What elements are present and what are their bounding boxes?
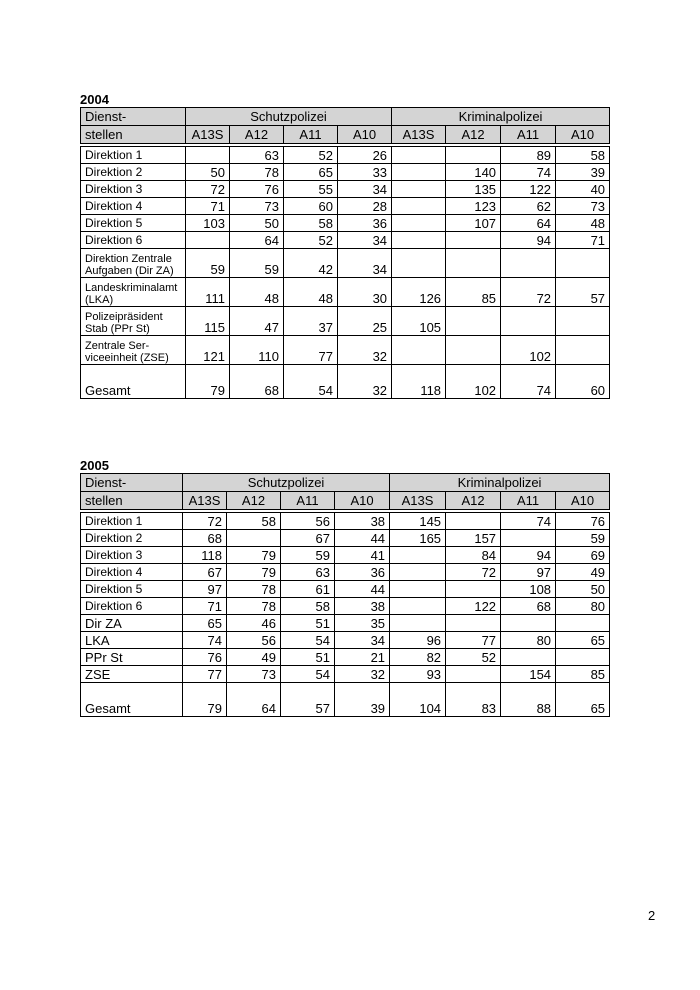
header-dienststellen-line2: stellen <box>81 126 186 144</box>
table-row <box>81 215 610 232</box>
value-cell: 65 <box>284 164 338 181</box>
row-label <box>81 666 183 683</box>
value-cell: 72 <box>186 181 230 198</box>
value-cell: 74 <box>501 164 556 181</box>
value-cell: 39 <box>556 164 610 181</box>
value-cell: 39 <box>335 683 390 717</box>
table-row <box>81 564 610 581</box>
row-label-line: Polizeipräsident <box>85 311 163 323</box>
value-cell <box>556 307 610 336</box>
row-label <box>81 215 186 232</box>
row-label <box>81 365 186 399</box>
value-cell <box>390 581 446 598</box>
value-cell: 94 <box>501 232 556 249</box>
value-cell: 34 <box>338 181 392 198</box>
value-cell: 64 <box>501 215 556 232</box>
value-cell <box>501 649 556 666</box>
value-cell: 78 <box>227 581 281 598</box>
value-cell <box>392 147 446 164</box>
row-label-line: Direktion 2 <box>85 165 143 179</box>
header-grade: A12 <box>446 492 501 510</box>
value-cell: 32 <box>338 365 392 399</box>
value-cell: 52 <box>284 147 338 164</box>
value-cell <box>446 666 501 683</box>
table-row <box>81 598 610 615</box>
row-label-line: Direktion 4 <box>85 565 143 579</box>
header-dienststellen-line1: Dienst- <box>81 474 183 492</box>
value-cell: 126 <box>392 278 446 307</box>
value-cell: 65 <box>556 683 610 717</box>
value-cell <box>390 615 446 632</box>
row-label <box>81 147 186 164</box>
value-cell <box>446 147 501 164</box>
table-row <box>81 530 610 547</box>
value-cell <box>501 307 556 336</box>
value-cell: 58 <box>284 215 338 232</box>
value-cell: 68 <box>501 598 556 615</box>
row-label-line: PPr St <box>85 649 123 665</box>
value-cell: 145 <box>390 513 446 530</box>
header-row-groups <box>81 474 610 492</box>
value-cell: 73 <box>230 198 284 215</box>
header-grade: A11 <box>501 126 556 144</box>
value-cell: 46 <box>227 615 281 632</box>
table-year-heading: 2004 <box>80 92 109 107</box>
table-row <box>81 232 610 249</box>
value-cell <box>556 336 610 365</box>
value-cell: 50 <box>230 215 284 232</box>
value-cell: 44 <box>335 581 390 598</box>
value-cell <box>556 615 610 632</box>
row-label-line: Zentrale Ser- <box>85 340 150 352</box>
table-row <box>81 513 610 530</box>
value-cell: 118 <box>392 365 446 399</box>
row-label <box>81 198 186 215</box>
table-row <box>81 632 610 649</box>
row-label <box>81 278 186 307</box>
row-label-line: Aufgaben (Dir ZA) <box>85 265 174 277</box>
data-table-2005 <box>80 473 610 717</box>
value-cell: 40 <box>556 181 610 198</box>
value-cell: 59 <box>186 249 230 278</box>
value-cell: 80 <box>556 598 610 615</box>
value-cell: 60 <box>556 365 610 399</box>
value-cell <box>501 615 556 632</box>
value-cell: 62 <box>501 198 556 215</box>
table-block-2005 <box>80 458 609 717</box>
value-cell: 118 <box>183 547 227 564</box>
row-label <box>81 513 183 530</box>
header-grade: A12 <box>230 126 284 144</box>
row-label-line: Direktion 3 <box>85 548 143 562</box>
value-cell: 123 <box>446 198 501 215</box>
row-label-line: (LKA) <box>85 294 114 306</box>
header-row-grades <box>81 126 610 144</box>
value-cell <box>390 547 446 564</box>
value-cell <box>390 598 446 615</box>
value-cell: 69 <box>556 547 610 564</box>
header-row-grades <box>81 492 610 510</box>
table-row <box>81 649 610 666</box>
value-cell: 28 <box>338 198 392 215</box>
value-cell: 36 <box>338 215 392 232</box>
value-cell: 63 <box>230 147 284 164</box>
row-label <box>81 547 183 564</box>
value-cell: 107 <box>446 215 501 232</box>
value-cell: 48 <box>556 215 610 232</box>
row-label-line: Direktion 4 <box>85 199 143 213</box>
value-cell: 165 <box>390 530 446 547</box>
row-label-line: Direktion 5 <box>85 582 143 596</box>
header-grade: A13S <box>186 126 230 144</box>
row-label-line: Stab (PPr St) <box>85 323 150 335</box>
value-cell: 56 <box>227 632 281 649</box>
value-cell: 52 <box>284 232 338 249</box>
value-cell: 122 <box>446 598 501 615</box>
value-cell: 54 <box>284 365 338 399</box>
header-grade: A11 <box>284 126 338 144</box>
row-label <box>81 581 183 598</box>
row-label-line: Gesamt <box>85 383 131 398</box>
header-grade: A13S <box>183 492 227 510</box>
table-row <box>81 198 610 215</box>
value-cell <box>556 249 610 278</box>
value-cell <box>392 181 446 198</box>
value-cell <box>392 215 446 232</box>
header-grade: A10 <box>338 126 392 144</box>
row-label <box>81 181 186 198</box>
value-cell: 74 <box>501 365 556 399</box>
header-grade: A12 <box>446 126 501 144</box>
table-row <box>81 666 610 683</box>
value-cell: 51 <box>281 615 335 632</box>
value-cell: 58 <box>227 513 281 530</box>
header-grade: A10 <box>556 492 610 510</box>
row-label-line: Direktion 1 <box>85 148 143 162</box>
header-kriminalpolizei: Kriminalpolizei <box>390 474 610 492</box>
value-cell: 111 <box>186 278 230 307</box>
value-cell: 102 <box>501 336 556 365</box>
header-dienststellen-line1: Dienst- <box>81 108 186 126</box>
value-cell <box>392 336 446 365</box>
value-cell: 79 <box>227 564 281 581</box>
row-label-line: Direktion Zentrale <box>85 253 172 265</box>
value-cell: 54 <box>281 632 335 649</box>
table-row <box>81 278 610 307</box>
value-cell <box>392 164 446 181</box>
value-cell: 59 <box>556 530 610 547</box>
value-cell: 52 <box>446 649 501 666</box>
value-cell: 44 <box>335 530 390 547</box>
value-cell: 94 <box>501 547 556 564</box>
row-label <box>81 164 186 181</box>
table-row <box>81 336 610 365</box>
value-cell <box>186 147 230 164</box>
value-cell: 140 <box>446 164 501 181</box>
value-cell: 54 <box>281 666 335 683</box>
header-schutzpolizei: Schutzpolizei <box>186 108 392 126</box>
header-grade: A13S <box>392 126 446 144</box>
value-cell: 55 <box>284 181 338 198</box>
value-cell: 76 <box>556 513 610 530</box>
page-number: 2 <box>648 908 656 923</box>
value-cell <box>392 198 446 215</box>
value-cell: 64 <box>230 232 284 249</box>
value-cell: 72 <box>501 278 556 307</box>
table-row <box>81 147 610 164</box>
value-cell: 77 <box>284 336 338 365</box>
value-cell <box>186 232 230 249</box>
value-cell: 60 <box>284 198 338 215</box>
header-grade: A12 <box>227 492 281 510</box>
header-grade: A13S <box>390 492 446 510</box>
value-cell: 49 <box>227 649 281 666</box>
row-label <box>81 615 183 632</box>
value-cell: 49 <box>556 564 610 581</box>
value-cell: 42 <box>284 249 338 278</box>
value-cell: 64 <box>227 683 281 717</box>
total-row <box>81 365 610 399</box>
header-dienststellen-line2: stellen <box>81 492 183 510</box>
value-cell <box>227 530 281 547</box>
value-cell: 78 <box>230 164 284 181</box>
row-label-line: Direktion 2 <box>85 531 143 545</box>
value-cell: 157 <box>446 530 501 547</box>
value-cell: 89 <box>501 147 556 164</box>
value-cell: 67 <box>183 564 227 581</box>
value-cell: 154 <box>501 666 556 683</box>
row-label <box>81 249 186 278</box>
value-cell: 108 <box>501 581 556 598</box>
row-label <box>81 649 183 666</box>
header-grade: A11 <box>501 492 556 510</box>
value-cell <box>446 615 501 632</box>
value-cell <box>392 249 446 278</box>
value-cell: 84 <box>446 547 501 564</box>
row-label-line: Dir ZA <box>85 615 122 631</box>
value-cell: 80 <box>501 632 556 649</box>
row-label-line: Direktion 1 <box>85 514 143 528</box>
row-label <box>81 683 183 717</box>
value-cell: 57 <box>281 683 335 717</box>
value-cell <box>446 232 501 249</box>
value-cell <box>556 649 610 666</box>
table-block-2004 <box>80 92 609 399</box>
value-cell: 37 <box>284 307 338 336</box>
row-label <box>81 232 186 249</box>
value-cell: 110 <box>230 336 284 365</box>
data-table-2004 <box>80 107 610 399</box>
table-row <box>81 249 610 278</box>
table-row <box>81 615 610 632</box>
table-row <box>81 307 610 336</box>
value-cell: 71 <box>183 598 227 615</box>
header-grade: A11 <box>281 492 335 510</box>
value-cell: 36 <box>335 564 390 581</box>
row-label-line: Gesamt <box>85 701 131 716</box>
table-row <box>81 181 610 198</box>
value-cell: 85 <box>556 666 610 683</box>
row-label <box>81 307 186 336</box>
header-grade: A10 <box>556 126 610 144</box>
value-cell: 34 <box>335 632 390 649</box>
table-row <box>81 164 610 181</box>
value-cell: 68 <box>183 530 227 547</box>
table-year-heading: 2005 <box>80 458 109 473</box>
value-cell: 65 <box>183 615 227 632</box>
table-row <box>81 547 610 564</box>
value-cell: 78 <box>227 598 281 615</box>
value-cell: 58 <box>556 147 610 164</box>
value-cell: 122 <box>501 181 556 198</box>
value-cell: 79 <box>183 683 227 717</box>
value-cell: 48 <box>230 278 284 307</box>
value-cell: 71 <box>556 232 610 249</box>
value-cell <box>446 336 501 365</box>
row-label-line: Direktion 6 <box>85 233 143 247</box>
value-cell: 77 <box>446 632 501 649</box>
value-cell: 76 <box>230 181 284 198</box>
value-cell: 34 <box>338 232 392 249</box>
total-row <box>81 683 610 717</box>
value-cell: 67 <box>281 530 335 547</box>
value-cell: 30 <box>338 278 392 307</box>
value-cell: 74 <box>183 632 227 649</box>
value-cell <box>501 530 556 547</box>
value-cell: 48 <box>284 278 338 307</box>
value-cell: 93 <box>390 666 446 683</box>
value-cell <box>446 249 501 278</box>
value-cell: 26 <box>338 147 392 164</box>
value-cell: 73 <box>227 666 281 683</box>
value-cell <box>446 513 501 530</box>
value-cell: 47 <box>230 307 284 336</box>
value-cell: 85 <box>446 278 501 307</box>
row-label-line: viceeinheit (ZSE) <box>85 352 169 364</box>
row-label-line: Direktion 6 <box>85 599 143 613</box>
value-cell: 21 <box>335 649 390 666</box>
value-cell: 68 <box>230 365 284 399</box>
value-cell: 105 <box>392 307 446 336</box>
header-grade: A10 <box>335 492 390 510</box>
header-schutzpolizei: Schutzpolizei <box>183 474 390 492</box>
value-cell: 25 <box>338 307 392 336</box>
value-cell: 61 <box>281 581 335 598</box>
value-cell: 97 <box>183 581 227 598</box>
value-cell: 76 <box>183 649 227 666</box>
value-cell: 79 <box>186 365 230 399</box>
value-cell: 79 <box>227 547 281 564</box>
row-label <box>81 530 183 547</box>
value-cell: 135 <box>446 181 501 198</box>
value-cell: 57 <box>556 278 610 307</box>
header-kriminalpolizei: Kriminalpolizei <box>392 108 610 126</box>
value-cell: 74 <box>501 513 556 530</box>
row-label-line: Direktion 5 <box>85 216 143 230</box>
value-cell <box>501 249 556 278</box>
row-label <box>81 598 183 615</box>
value-cell: 83 <box>446 683 501 717</box>
row-label <box>81 564 183 581</box>
value-cell: 88 <box>501 683 556 717</box>
value-cell: 72 <box>446 564 501 581</box>
value-cell: 97 <box>501 564 556 581</box>
value-cell: 82 <box>390 649 446 666</box>
value-cell: 73 <box>556 198 610 215</box>
value-cell: 71 <box>186 198 230 215</box>
value-cell: 115 <box>186 307 230 336</box>
row-label-line: Landeskriminalamt <box>85 282 178 294</box>
value-cell <box>390 564 446 581</box>
value-cell: 32 <box>335 666 390 683</box>
value-cell: 50 <box>186 164 230 181</box>
value-cell: 77 <box>183 666 227 683</box>
table-row <box>81 581 610 598</box>
row-label <box>81 336 186 365</box>
value-cell: 38 <box>335 598 390 615</box>
value-cell: 103 <box>186 215 230 232</box>
value-cell: 38 <box>335 513 390 530</box>
value-cell: 104 <box>390 683 446 717</box>
value-cell: 56 <box>281 513 335 530</box>
value-cell: 121 <box>186 336 230 365</box>
value-cell: 41 <box>335 547 390 564</box>
value-cell: 96 <box>390 632 446 649</box>
value-cell: 58 <box>281 598 335 615</box>
value-cell: 50 <box>556 581 610 598</box>
value-cell: 51 <box>281 649 335 666</box>
value-cell: 34 <box>338 249 392 278</box>
value-cell: 72 <box>183 513 227 530</box>
value-cell: 63 <box>281 564 335 581</box>
row-label-line: Direktion 3 <box>85 182 143 196</box>
value-cell <box>392 232 446 249</box>
value-cell <box>446 581 501 598</box>
row-label <box>81 632 183 649</box>
value-cell: 33 <box>338 164 392 181</box>
value-cell: 65 <box>556 632 610 649</box>
value-cell: 32 <box>338 336 392 365</box>
row-label-line: LKA <box>85 632 110 648</box>
value-cell: 35 <box>335 615 390 632</box>
value-cell <box>446 307 501 336</box>
value-cell: 59 <box>230 249 284 278</box>
row-label-line: ZSE <box>85 666 111 682</box>
header-row-groups <box>81 108 610 126</box>
value-cell: 59 <box>281 547 335 564</box>
value-cell: 102 <box>446 365 501 399</box>
